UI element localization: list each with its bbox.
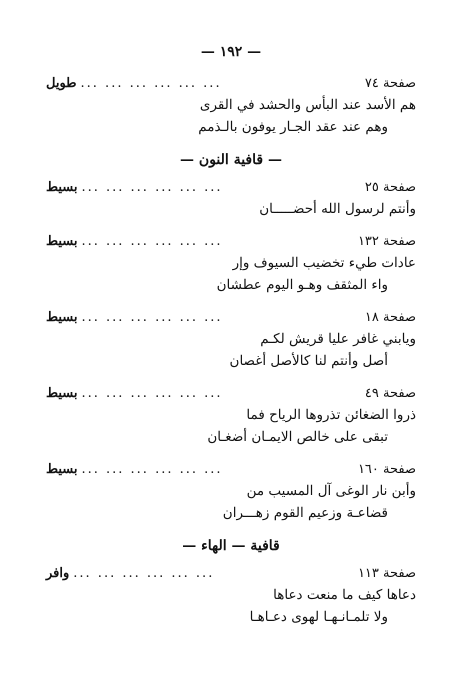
page-label: صفحة ٢٥ <box>364 180 416 195</box>
leader-dots: ... ... ... ... ... ... <box>80 76 222 91</box>
leader-dots: ... ... ... ... ... ... <box>81 234 223 249</box>
verse-first-hemistich: ويابني غافر عليا قريش لكـم <box>260 331 416 347</box>
verse-entry <box>46 384 416 448</box>
verse-entry <box>46 232 416 296</box>
rhyme-section <box>46 152 416 524</box>
meter-name: بسيط <box>46 386 78 401</box>
page-reference <box>46 384 416 404</box>
page-label: صفحة ١٦٠ <box>357 462 416 477</box>
section-title: — قافية النون — <box>180 152 282 168</box>
meter-name: بسيط <box>46 462 78 477</box>
verse-second-hemistich: أصل وأنتم لنا كالأصل أغصان <box>229 353 388 369</box>
reference-tail <box>46 232 223 252</box>
leader-dots: ... ... ... ... ... ... <box>81 386 223 401</box>
page-reference <box>46 460 416 480</box>
document-page <box>46 44 416 664</box>
reference-tail <box>46 384 223 404</box>
page-reference <box>46 232 416 252</box>
section-title: قافية — الهاء — <box>182 538 280 554</box>
verse-first-hemistich: وأبن نار الوغى آل المسيب من <box>246 483 416 499</box>
page-reference <box>46 308 416 328</box>
page-label: صفحة ٧٤ <box>364 76 416 91</box>
verse-second-hemistich: قضاعـة وزعيم القوم زهـــران <box>222 505 388 521</box>
verse-entry <box>46 308 416 372</box>
meter-name: بسيط <box>46 310 78 325</box>
leader-dots: ... ... ... ... ... ... <box>81 462 223 477</box>
page-label: صفحة ١٨ <box>364 310 416 325</box>
verse-entry <box>46 460 416 524</box>
reference-tail <box>46 74 222 94</box>
rhyme-section <box>46 538 416 628</box>
reference-tail <box>46 460 223 480</box>
meter-name: وافر <box>46 566 70 581</box>
page-label: صفحة ٤٩ <box>364 386 416 401</box>
verse-second-hemistich: وهم عند عقد الجـار يوفون بالـذمم <box>198 119 388 135</box>
verse-entry <box>46 74 416 138</box>
page-label: صفحة ١١٣ <box>357 566 416 581</box>
verse-entry <box>46 178 416 220</box>
verse-first-hemistich: وأنتم لرسول الله أحضـــــان <box>259 201 416 217</box>
reference-tail <box>46 564 214 584</box>
verse-second-hemistich: تبقى على خالص الايمـان أضغـان <box>207 429 388 445</box>
leader-dots: ... ... ... ... ... ... <box>81 180 223 195</box>
verse-entry <box>46 564 416 628</box>
verse-first-hemistich: ذروا الضغائن تذروها الرياح فما <box>246 407 416 423</box>
verse-first-hemistich: هم الأسد عند البأس والحشد في القرى <box>199 97 416 113</box>
verse-first-hemistich: دعاها كيف ما منعت دعاها <box>273 587 416 603</box>
verse-second-hemistich: ولا تلمـانـهـا لهوى دعـاهـا <box>249 609 388 625</box>
page-label: صفحة ١٣٢ <box>357 234 416 249</box>
reference-tail <box>46 308 223 328</box>
leader-dots: ... ... ... ... ... ... <box>81 310 223 325</box>
leader-dots: ... ... ... ... ... ... <box>73 566 215 581</box>
meter-name: بسيط <box>46 234 78 249</box>
meter-name: طويل <box>46 76 77 91</box>
verse-first-hemistich: عادات طيء تخضيب السيوف وإر <box>232 255 416 271</box>
sections-container <box>46 74 416 628</box>
reference-tail <box>46 178 223 198</box>
meter-name: بسيط <box>46 180 78 195</box>
page-number: — ١٩٢ — <box>200 44 262 60</box>
page-reference <box>46 564 416 584</box>
verse-second-hemistich: واء المثقف وهـو اليوم عطشان <box>216 277 388 293</box>
page-reference <box>46 178 416 198</box>
rhyme-section <box>46 74 416 138</box>
page-reference <box>46 74 416 94</box>
